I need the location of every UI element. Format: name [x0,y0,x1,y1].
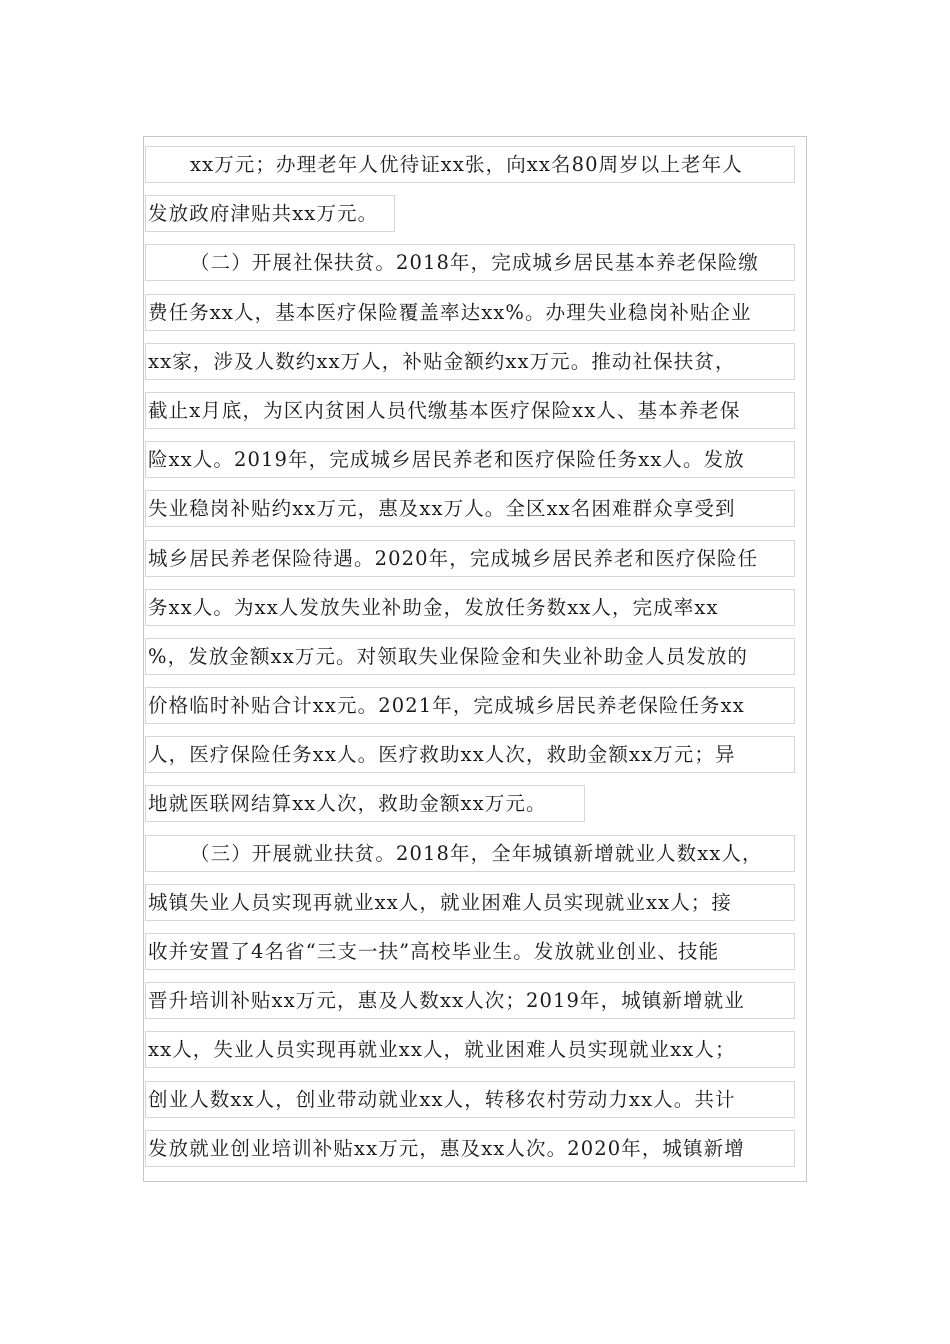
text-line: 城乡居民养老保险待遇。2020年，完成城乡居民养老和医疗保险任 [145,540,795,577]
text-line: 发放政府津贴共xx万元。 [145,195,395,232]
text-line: 发放就业创业培训补贴xx万元，惠及xx人次。2020年，城镇新增 [145,1130,795,1167]
text-line: 地就医联网结算xx人次，救助金额xx万元。 [145,785,585,822]
text-line: 险xx人。2019年，完成城乡居民养老和医疗保险任务xx人。发放 [145,441,795,478]
text-line: xx家，涉及人数约xx万人，补贴金额约xx万元。推动社保扶贫， [145,343,795,380]
text-line: 价格临时补贴合计xx元。2021年，完成城乡居民养老保险任务xx [145,687,795,724]
text-line: 收并安置了4名省“三支一扶”高校毕业生。发放就业创业、技能 [145,933,795,970]
text-line: 人，医疗保险任务xx人。医疗救助xx人次，救助金额xx万元；异 [145,736,795,773]
text-line: 城镇失业人员实现再就业xx人，就业困难人员实现就业xx人；接 [145,884,795,921]
document-body [145,146,805,1179]
text-line: 失业稳岗补贴约xx万元，惠及xx万人。全区xx名困难群众享受到 [145,490,795,527]
paragraph-heading-social-security: （二）开展社保扶贫。2018年，完成城乡居民基本养老保险缴 [145,244,795,281]
text-line: 务xx人。为xx人发放失业补助金，发放任务数xx人，完成率xx [145,589,795,626]
paragraph-heading-employment: （三）开展就业扶贫。2018年，全年城镇新增就业人数xx人， [145,835,795,872]
text-line: 晋升培训补贴xx万元，惠及人数xx人次；2019年，城镇新增就业 [145,982,795,1019]
text-line: xx人，失业人员实现再就业xx人，就业困难人员实现就业xx人； [145,1031,795,1068]
text-line: 创业人数xx人，创业带动就业xx人，转移农村劳动力xx人。共计 [145,1081,795,1118]
text-line: xx万元；办理老年人优待证xx张，向xx名80周岁以上老年人 [145,146,795,183]
text-line: 费任务xx人，基本医疗保险覆盖率达xx%。办理失业稳岗补贴企业 [145,294,795,331]
text-line: %，发放金额xx万元。对领取失业保险金和失业补助金人员发放的 [145,638,795,675]
text-line: 截止x月底，为区内贫困人员代缴基本医疗保险xx人、基本养老保 [145,392,795,429]
